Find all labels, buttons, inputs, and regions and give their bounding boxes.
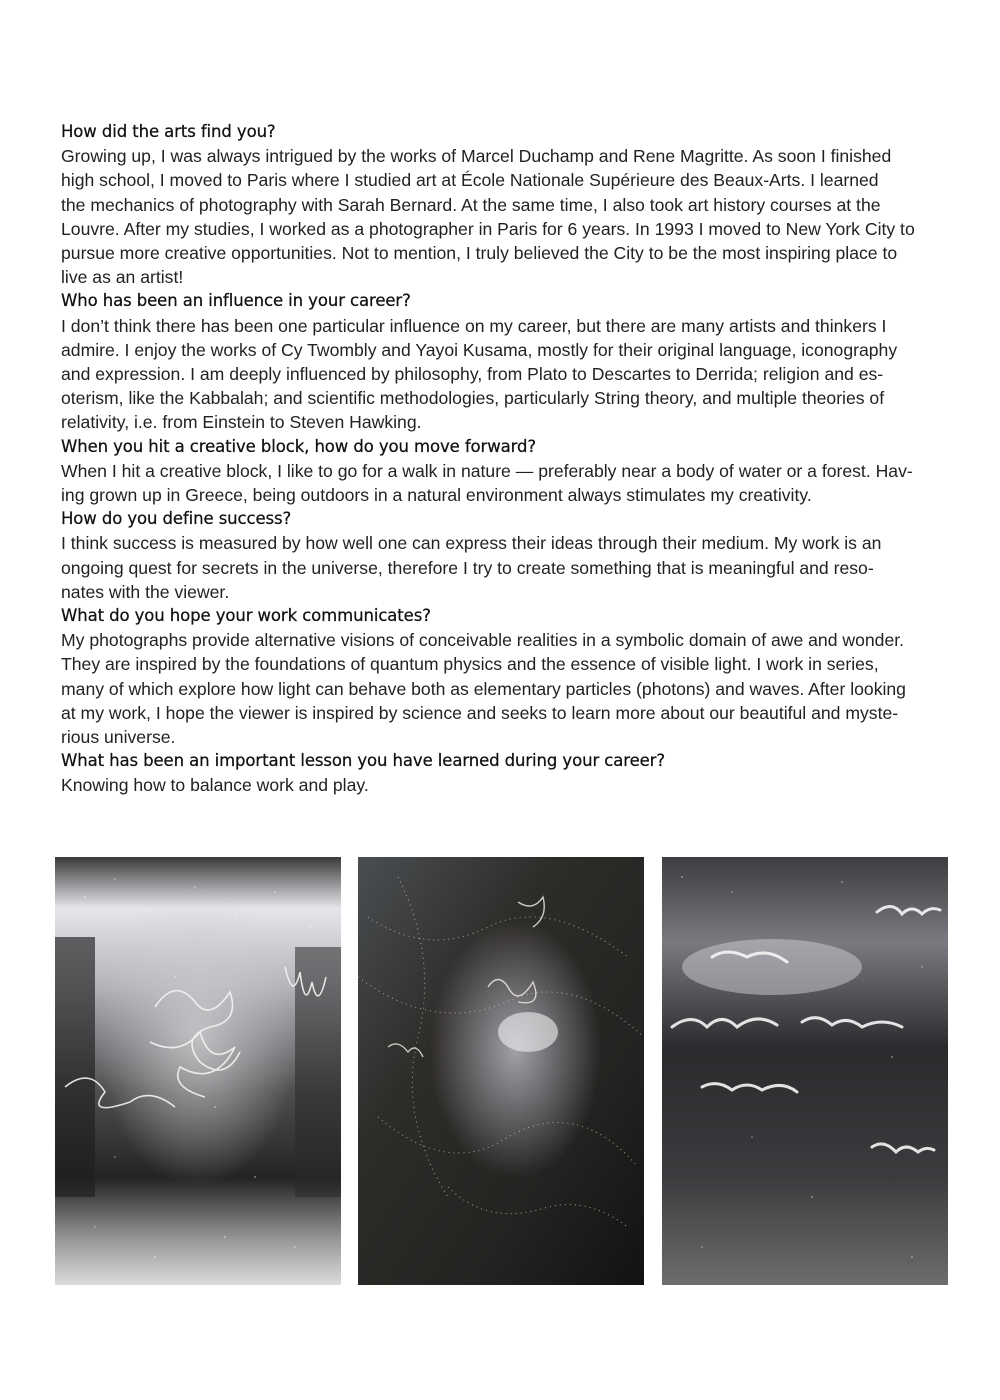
- answer-line: Knowing how to balance work and play.: [61, 775, 369, 796]
- answer-line: Louvre. After my studies, I worked as a photographer in Paris for 6 years. In 1993 I moved to New York City to: [61, 218, 915, 239]
- answer-paragraph: [61, 314, 946, 435]
- question-heading: What do you hope your work communicates?: [61, 606, 431, 626]
- answer-line: and expression. I am deeply influenced by philosophy, from Plato to Descartes to Derrida; religion and es-: [61, 364, 884, 385]
- answer-paragraph: [61, 144, 946, 289]
- answer-line: rious universe.: [61, 727, 176, 748]
- qa-block: [61, 507, 946, 604]
- question-heading: When you hit a creative block, how do you move forward?: [61, 436, 537, 456]
- answer-line: live as an artist!: [61, 267, 184, 288]
- question-heading: How did the arts find you?: [61, 122, 276, 141]
- qa-block: [61, 749, 946, 797]
- abstract-light-photo-left: [55, 857, 341, 1285]
- abstract-light-photo-right: [662, 857, 948, 1285]
- answer-line: Growing up, I was always intrigued by the works of Marcel Duchamp and Rene Magritte. As soon I finished: [61, 146, 892, 167]
- answer-line: pursue more creative opportunities. Not to mention, I truly believed the City to be the most inspiring place to: [61, 243, 898, 264]
- answer-paragraph: [61, 628, 946, 749]
- answer-line: high school, I moved to Paris where I studied art at École Nationale Supérieure des Beaux-Arts. I learned: [61, 170, 879, 191]
- answer-line: I don’t think there has been one particular influence on my career, but there are many artists and thinkers I: [61, 315, 887, 336]
- answer-line: the mechanics of photography with Sarah Bernard. At the same time, I also took art history courses at the: [61, 194, 881, 215]
- answer-line: I think success is measured by how well one can express their ideas through their medium. My work is an: [61, 533, 882, 554]
- answer-line: My photographs provide alternative visions of conceivable realities in a symbolic domain of awe and wonder.: [61, 630, 905, 651]
- qa-block: [61, 604, 946, 749]
- answer-line: ing grown up in Greece, being outdoors in a natural environment always stimulates my creativity.: [61, 485, 812, 506]
- abstract-light-photo-center: [358, 857, 644, 1285]
- answer-line: When I hit a creative block, I like to go for a walk in nature — preferably near a body of water or a forest. Hav-: [61, 460, 913, 481]
- answer-line: ongoing quest for secrets in the universe, therefore I try to create something that is meaningful and reso-: [61, 557, 874, 578]
- answer-line: nates with the viewer.: [61, 581, 230, 602]
- answer-line: relativity, i.e. from Einstein to Steven Hawking.: [61, 412, 422, 433]
- answer-paragraph: [61, 459, 946, 507]
- answer-line: at my work, I hope the viewer is inspired by science and seeks to learn more about our beautiful and myste-: [61, 702, 899, 723]
- qa-block: [61, 435, 946, 508]
- answer-paragraph: [61, 773, 946, 797]
- answer-line: admire. I enjoy the works of Cy Twombly and Yayoi Kusama, mostly for their original language, iconography: [61, 339, 898, 360]
- question-heading: What has been an important lesson you have learned during your career?: [61, 751, 666, 771]
- question-heading: How do you define success?: [61, 509, 292, 529]
- qa-block: [61, 120, 946, 289]
- answer-line: They are inspired by the foundations of quantum physics and the essence of visible light. I work in series,: [61, 654, 879, 675]
- photo-gallery: [55, 857, 948, 1285]
- answer-line: oterism, like the Kabbalah; and scientific methodologies, particularly String theory, and multiple theories of: [61, 388, 885, 409]
- question-heading: Who has been an influence in your career?: [61, 291, 411, 311]
- answer-paragraph: [61, 531, 946, 604]
- answer-line: many of which explore how light can behave both as elementary particles (photons) and waves. After looking: [61, 678, 906, 699]
- qa-block: [61, 289, 946, 434]
- interview-article: [61, 120, 946, 798]
